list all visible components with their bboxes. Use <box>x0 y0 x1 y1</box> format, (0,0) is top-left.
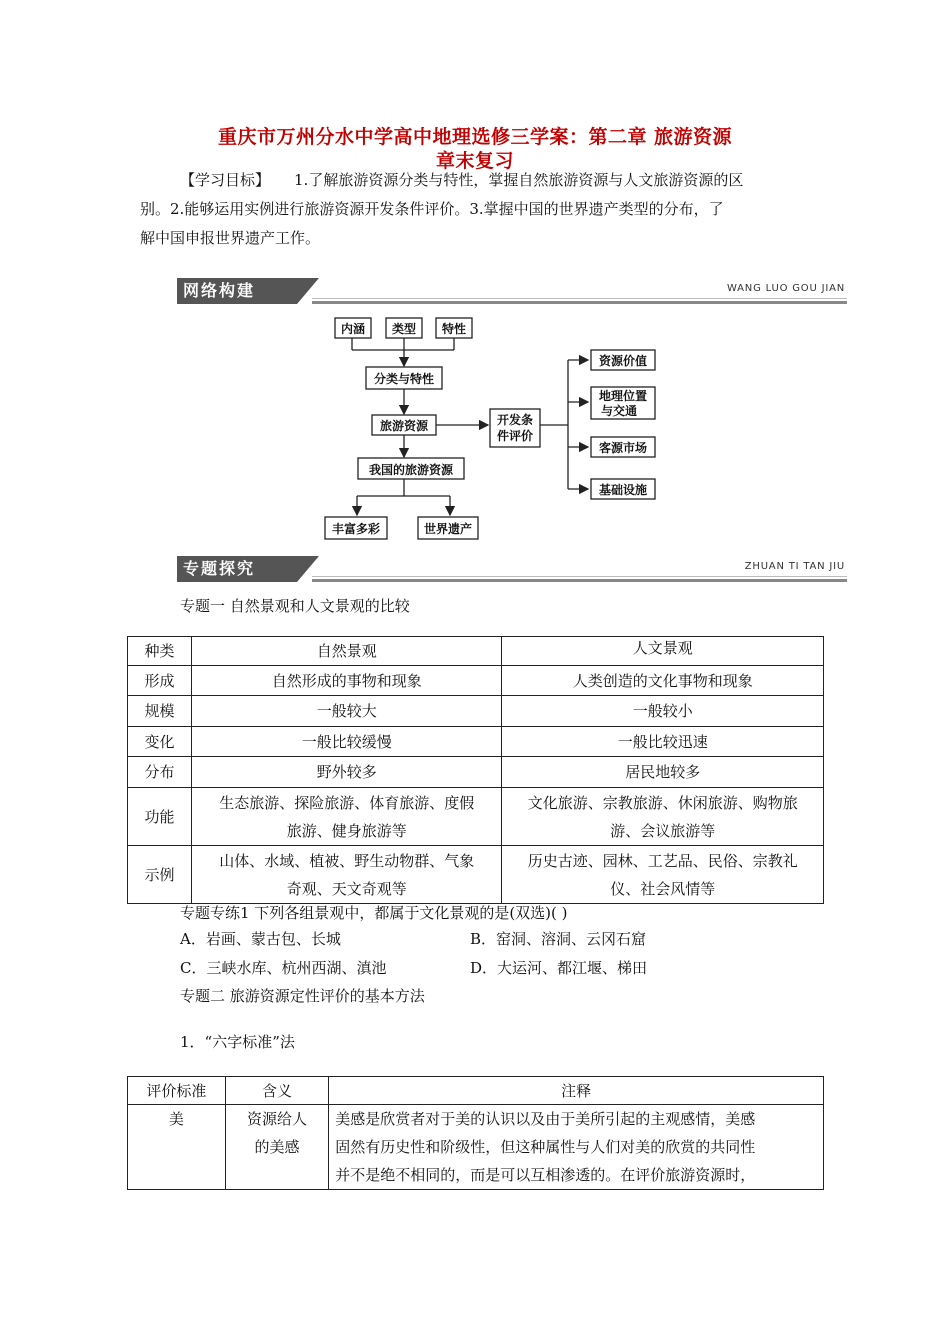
table-cell: 评价标准 <box>128 1077 226 1105</box>
table-cell: 野外较多 <box>191 757 502 788</box>
cell-line: 历史古迹、园林、工艺品、民俗、宗教礼 <box>527 851 798 870</box>
table-cell: 示例 <box>128 846 192 904</box>
exercise-stem: 专题专练1 下列各组景观中，都属于文化景观的是(双选)( ) <box>180 904 568 922</box>
table-cell <box>502 788 824 846</box>
table-cell <box>502 846 824 904</box>
comparison-table <box>127 636 824 904</box>
banner-topics <box>177 556 847 582</box>
node-leixing: 类型 <box>391 322 417 336</box>
table-cell: 分布 <box>128 757 192 788</box>
topic-two-heading: 专题二 旅游资源定性评价的基本方法 <box>180 987 425 1005</box>
node-dili-1: 地理位置 <box>598 389 648 403</box>
cell-line: 资源给人 <box>246 1110 307 1128</box>
table-row <box>128 727 824 757</box>
topic-one-heading: 专题一 自然景观和人文景观的比较 <box>180 597 410 615</box>
node-fenlei: 分类与特性 <box>373 372 435 386</box>
option-c: C．三峡水库、杭州西湖、滇池 <box>180 959 387 977</box>
objectives-label: 【学习目标】 <box>180 171 271 189</box>
table-cell: 变化 <box>128 727 192 757</box>
table-cell: 功能 <box>128 788 192 846</box>
table-cell <box>191 846 502 904</box>
cell-line: 游、会议旅游等 <box>610 821 716 840</box>
objectives-line2: 别。2.能够运用实例进行旅游资源开发条件评价。3.掌握中国的世界遗产类型的分布，了 <box>140 200 724 218</box>
table-cell: 含义 <box>225 1077 329 1105</box>
node-kaifa-1: 开发条 <box>496 413 534 427</box>
node-jichu: 基础设施 <box>598 483 648 497</box>
cell-line: 生态旅游、探险旅游、体育旅游、度假 <box>219 793 475 812</box>
table-cell: 规模 <box>128 696 192 727</box>
table-row <box>128 1077 824 1105</box>
node-fengfu: 丰富多彩 <box>331 522 381 536</box>
table-cell <box>225 1105 329 1190</box>
node-ziyuan: 资源价值 <box>598 354 648 368</box>
method-one-heading: 1．“六字标准”法 <box>180 1033 295 1051</box>
option-a: A．岩画、蒙古包、长城 <box>180 930 341 948</box>
node-neihan: 内涵 <box>340 322 366 336</box>
option-b: B．窑洞、溶洞、云冈石窟 <box>470 930 647 948</box>
cell-line: 仪、社会风情等 <box>610 879 716 898</box>
table-row <box>128 846 824 904</box>
table-row <box>128 666 824 696</box>
node-keyuan: 客源市场 <box>598 441 648 455</box>
objectives-line3: 解中国申报世界遗产工作。 <box>140 229 321 247</box>
option-d: D．大运河、都江堰、梯田 <box>470 959 648 977</box>
evaluation-table <box>127 1076 824 1190</box>
table-cell: 形成 <box>128 666 192 696</box>
node-lvyou: 旅游资源 <box>379 419 429 433</box>
document-title-line2: 章末复习 <box>435 150 514 172</box>
table-row <box>128 637 824 666</box>
table-cell: 一般较大 <box>191 696 502 727</box>
table-cell: 种类 <box>128 637 192 666</box>
table-cell <box>329 1105 824 1190</box>
node-woguo: 我国的旅游资源 <box>368 463 454 477</box>
table-row <box>128 696 824 727</box>
cell-line: 美感是欣赏者对于美的认识以及由于美所引起的主观感情，美感 <box>335 1110 756 1128</box>
table-row <box>128 1105 824 1190</box>
banner-network-label: 网络构建 <box>177 278 297 304</box>
banner-topics-label: 专题探究 <box>177 556 297 582</box>
cell-line: 山体、水域、植被、野生动物群、气象 <box>219 851 475 870</box>
table-cell: 美 <box>128 1105 226 1190</box>
cell-line: 并不是绝不相同的，而是可以互相渗透的。在评价旅游资源时， <box>335 1166 756 1184</box>
table-cell: 人文景观 <box>502 637 824 666</box>
node-kaifa-2: 件评价 <box>496 429 534 443</box>
table-cell: 一般比较迅速 <box>502 727 824 757</box>
node-texing: 特性 <box>441 322 467 336</box>
node-dili-2: 与交通 <box>600 404 638 418</box>
table-cell: 一般较小 <box>502 696 824 727</box>
banner-network-en: WANG LUO GOU JIAN <box>727 283 845 294</box>
cell-line: 固然有历史性和阶级性，但这种属性与人们对美的欣赏的共同性 <box>335 1138 756 1156</box>
table-cell: 居民地较多 <box>502 757 824 788</box>
cell-line: 的美感 <box>254 1138 300 1156</box>
objectives-line1: 1.了解旅游资源分类与特性，掌握自然旅游资源与人文旅游资源的区 <box>294 171 744 189</box>
table-cell: 一般比较缓慢 <box>191 727 502 757</box>
cell-line: 文化旅游、宗教旅游、休闲旅游、购物旅 <box>527 793 798 812</box>
cell-line: 奇观、天文奇观等 <box>286 879 407 898</box>
table-row <box>128 757 824 788</box>
table-row <box>128 788 824 846</box>
table-cell: 注释 <box>329 1077 824 1105</box>
table-cell: 自然形成的事物和现象 <box>191 666 502 696</box>
concept-diagram <box>0 0 950 560</box>
node-shijie: 世界遗产 <box>423 522 473 536</box>
banner-topics-en: ZHUAN TI TAN JIU <box>744 561 845 572</box>
table-cell <box>191 788 502 846</box>
table-cell: 人类创造的文化事物和现象 <box>502 666 824 696</box>
table-cell: 自然景观 <box>191 637 502 666</box>
document-title-line1: 重庆市万州分水中学高中地理选修三学案：第二章 旅游资源 <box>217 126 733 148</box>
cell-line: 旅游、健身旅游等 <box>286 821 407 840</box>
